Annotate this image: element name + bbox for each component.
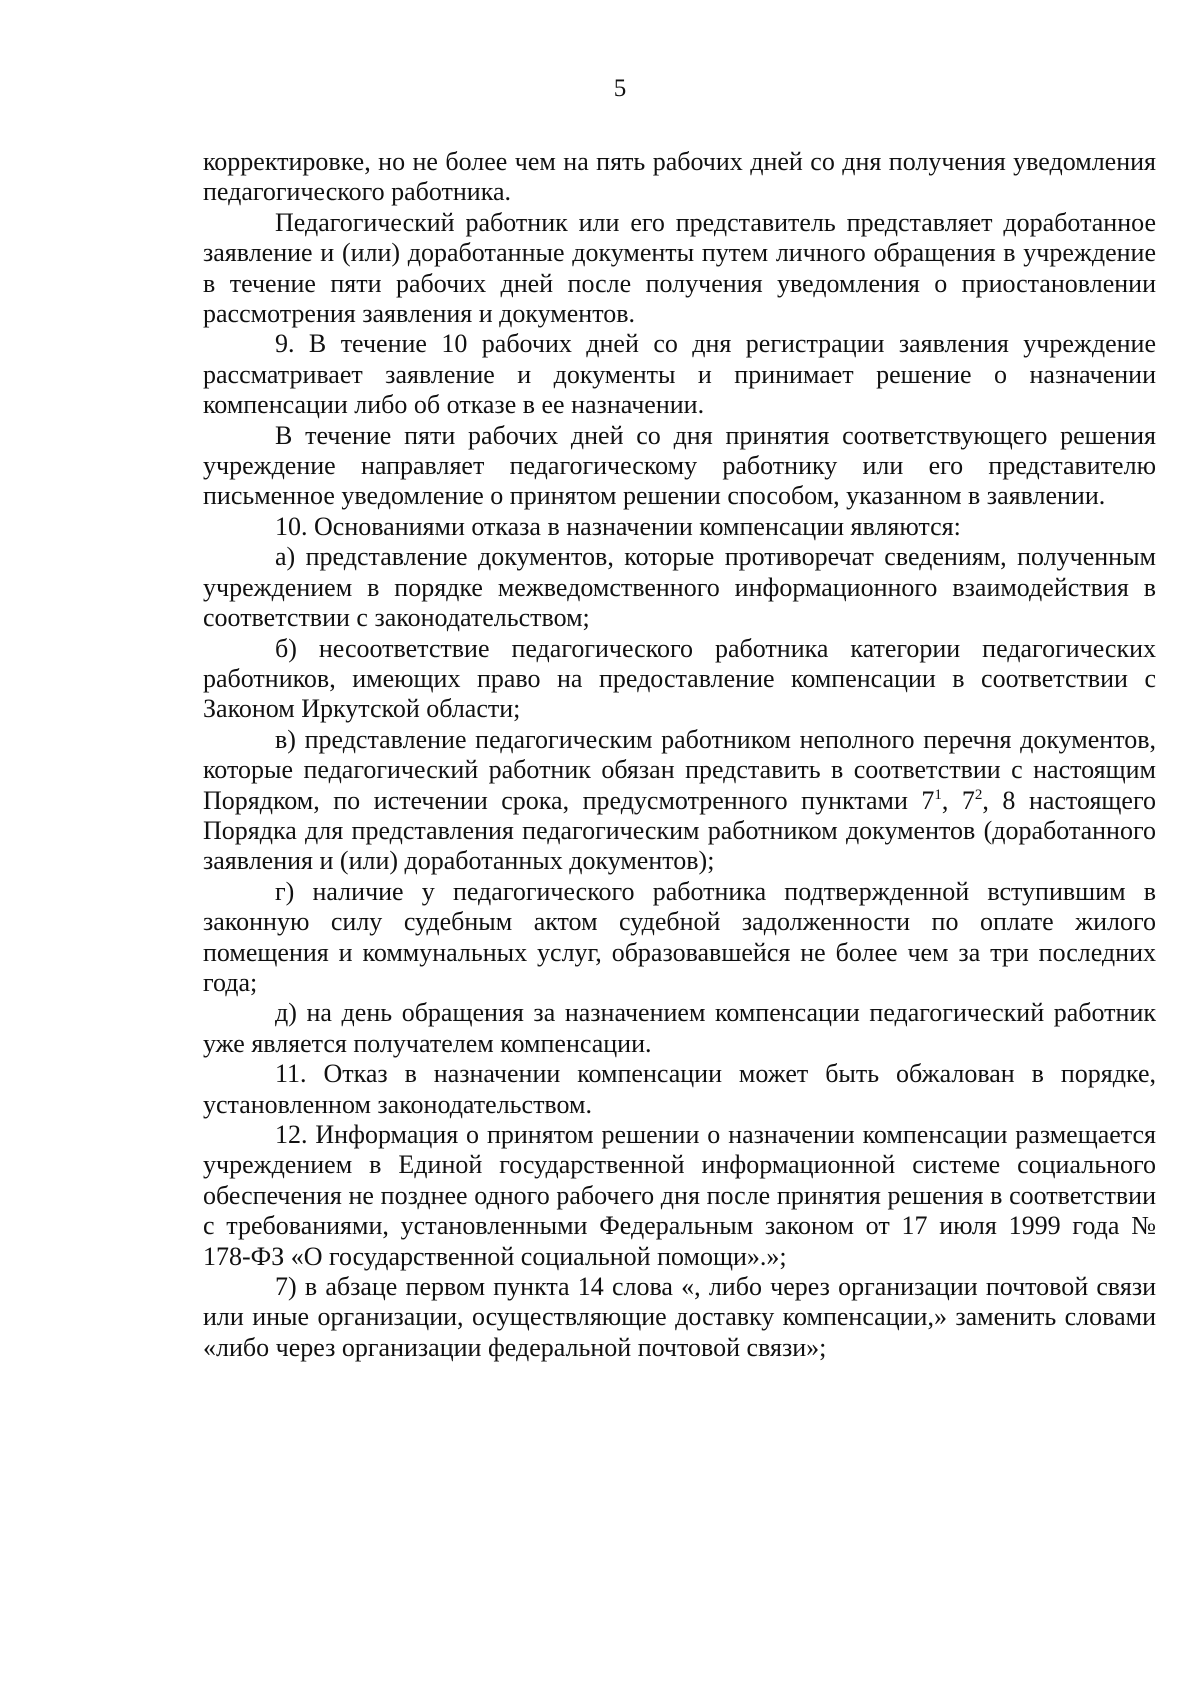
paragraph-notification: В течение пяти рабочих дней со дня принятия соответствующего решения учреждение направляет педагогическому работнику или его представителю письменное уведомление о принятом решении способом, указанном в заявлении. [203,420,1156,511]
paragraph-subitem-b: б) несоответствие педагогического работника категории педагогических работников, имеющих право на предоставление компенсации в соответствии с Законом Иркутской области; [203,633,1156,724]
paragraph-subitem-g: г) наличие у педагогического работника подтвержденной вступившим в законную силу судебным актом судебной задолженности по оплате жилого помещения и коммунальных услуг, образовавшейся не более чем за три последних года; [203,876,1156,997]
paragraph-continuation: корректировке, но не более чем на пять рабочих дней со дня получения уведомления педагогического работника. [203,147,1156,207]
subitem-v-part-2: , 7 [941,785,975,815]
paragraph-item-11: 11. Отказ в назначении компенсации может быть обжалован в порядке, установленном законодательством. [203,1059,1156,1119]
paragraph-subitem-v [203,725,1156,877]
document-body [203,147,1156,1363]
paragraph-amendment-7: 7) в абзаце первом пункта 14 слова «, либо через организации почтовой связи или иные организации, осуществляющие доставку компенсации,» заменить словами «либо через организации федеральной почтовой связи»; [203,1272,1156,1362]
paragraph-item-12: 12. Информация о принятом решении о назначении компенсации размещается учреждением в Единой государственной информационной системе социального обеспечения не позднее одного рабочего дня после принятия решения в соответствии с требованиями, установленными Федеральным законом от 17 июля 1999 года № 178-ФЗ «О государственной социальной помощи».»; [203,1120,1156,1271]
subitem-v-part-1: в) представление педагогическим работником неполного перечня документов, которые педагогический работник обязан представить в соответствии с настоящим Порядком, по истечении срока, предусмотренного пунктами 7 [203,724,1156,815]
paragraph-revised-statement: Педагогический работник или его представитель представляет доработанное заявление и (или) доработанные документы путем личного обращения в учреждение в течение пяти рабочих дней после получения уведомления о приостановлении рассмотрения заявления и документов. [203,207,1156,329]
subitem-v-part-3: , 8 настоящего Порядка для представления педагогическим работником документов (доработанного заявления и (или) доработанных документов); [203,785,1156,876]
paragraph-item-10: 10. Основаниями отказа в назначении компенсации являются: [275,511,961,541]
superscript-1: 1 [934,786,942,803]
page-number: 5 [613,75,627,102]
paragraph-subitem-a: а) представление документов, которые противоречат сведениям, полученным учреждением в порядке межведомственного информационного взаимодействия в соответствии с законодательством; [203,542,1156,633]
superscript-2: 2 [974,786,983,803]
paragraph-subitem-d: д) на день обращения за назначением компенсации педагогический работник уже является получателем компенсации. [203,998,1156,1058]
paragraph-item-9: 9. В течение 10 рабочих дней со дня регистрации заявления учреждение рассматривает заявление и документы и принимает решение о назначении компенсации либо об отказе в ее назначении. [203,329,1156,420]
